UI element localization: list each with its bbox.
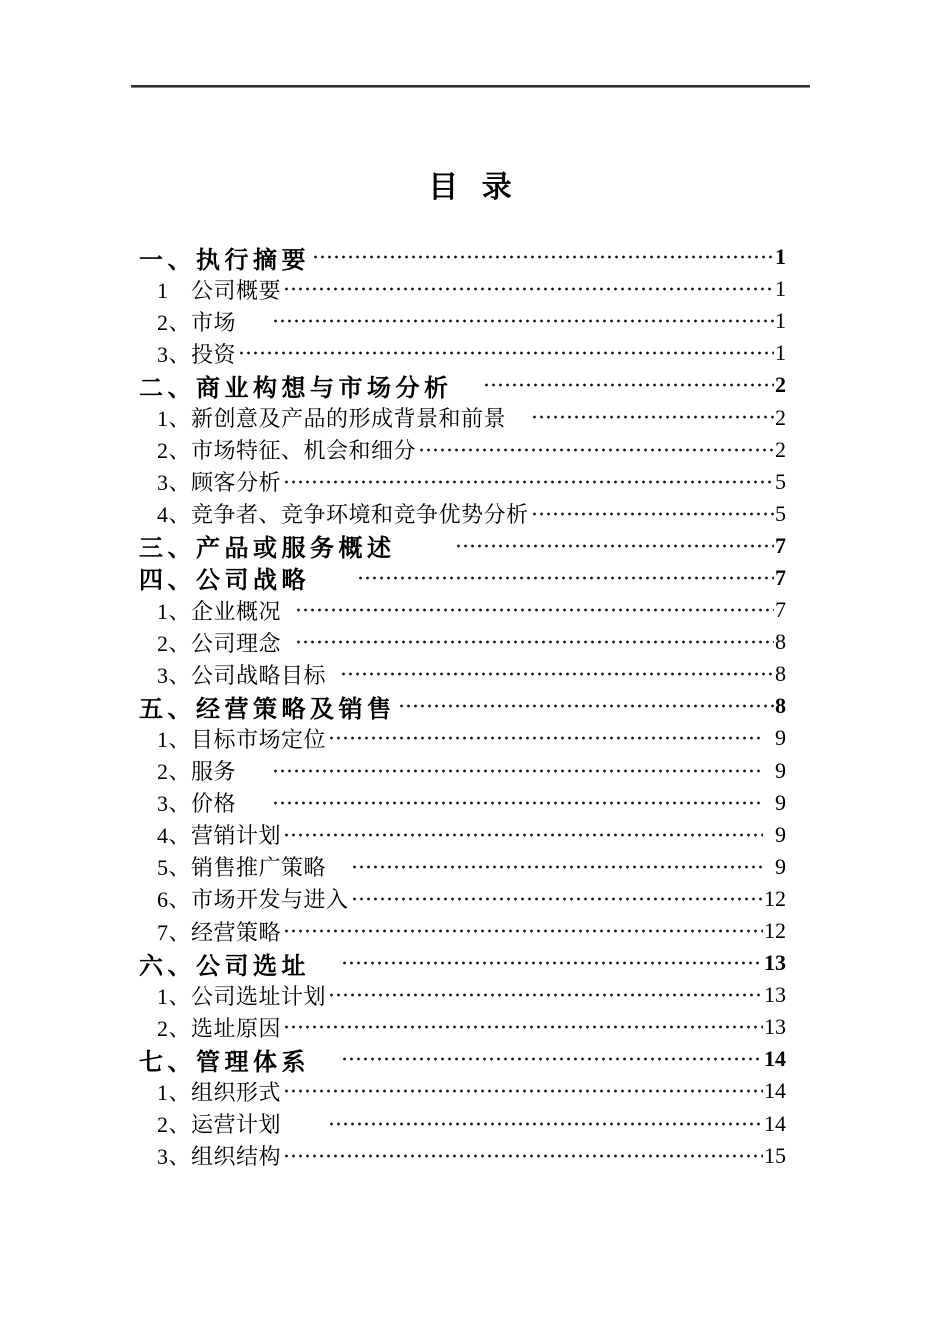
toc-entry-label: 3、投资 [157,341,237,367]
toc-entry[interactable] [139,947,786,979]
toc-entry-label: 2、市场特征、机会和细分 [157,438,417,464]
toc-entry-label: 3、价格 [157,791,271,817]
toc-entry[interactable] [139,1108,786,1140]
toc-entry-page: 5 [775,468,786,494]
dot-leader [328,1108,763,1140]
toc-entry-label: 五、经营策略及销售 [139,695,396,723]
toc-entry-label: 2、选址原因 [157,1015,282,1041]
toc-entry[interactable] [139,979,786,1011]
toc-entry-label: 1、新创意及产品的形成背景和前景 [157,406,529,432]
toc-entry-label: 2、服务 [157,759,271,785]
dot-leader [328,722,763,754]
toc-entry[interactable] [139,626,786,658]
dot-leader [283,1140,763,1172]
toc-entry[interactable] [139,1075,786,1107]
toc-entry-page: 5 [775,500,786,526]
toc-entry-label: 1、目标市场定位 [157,726,327,752]
toc-entry-page: 2 [775,372,786,398]
toc-entry-label: 1、企业概况 [157,598,293,624]
toc-entry-page: 14 [764,1046,786,1072]
toc-entry-label: 1、公司选址计划 [157,983,327,1009]
toc-entry-page: 7 [775,532,786,558]
toc-entry-page: 1 [775,244,786,270]
toc-entry[interactable] [139,851,786,883]
toc-entry-page: 7 [775,564,786,590]
toc-entry-page: 9 [764,853,786,879]
toc-entry[interactable] [139,434,786,466]
dot-leader [418,434,774,466]
toc-entry-label: 二、商业构想与市场分析 [139,374,481,402]
toc-entry-page: 14 [764,1078,786,1104]
toc-entry[interactable] [139,530,786,562]
dot-leader [531,498,774,530]
dot-leader [272,787,763,819]
dot-leader [328,979,763,1011]
toc-entry-page: 15 [764,1142,786,1168]
dot-leader [283,915,763,947]
toc-entry-page: 9 [764,789,786,815]
toc-entry[interactable] [139,819,786,851]
dot-leader [398,690,775,722]
toc-entry[interactable] [139,690,786,722]
toc-entry[interactable] [139,337,786,369]
dot-leader [341,1043,764,1075]
toc-entry[interactable] [139,369,786,401]
toc-entry-page: 2 [775,404,786,430]
toc-entry[interactable] [139,755,786,787]
dot-leader [283,273,774,305]
toc-entry[interactable] [139,915,786,947]
dot-leader [351,883,763,915]
toc-entry-page: 7 [775,597,786,623]
toc-entry-label: 四、公司战略 [139,567,355,595]
toc-list [139,241,786,1172]
toc-entry-page: 13 [764,1014,786,1040]
toc-entry[interactable] [139,1043,786,1075]
dot-leader [272,305,774,337]
header-rule [131,85,810,88]
toc-entry-label: 1 公司概要 [157,277,282,303]
toc-entry-page: 8 [775,629,786,655]
toc-entry[interactable] [139,562,786,594]
dot-leader [283,1075,763,1107]
dot-leader [455,530,775,562]
toc-entry[interactable] [139,466,786,498]
toc-entry-label: 5、销售推广策略 [157,855,349,881]
toc-entry-page: 8 [775,693,786,719]
dot-leader [295,626,774,658]
toc-entry-label: 七、管理体系 [139,1048,339,1076]
toc-entry[interactable] [139,658,786,690]
toc-entry-page: 9 [764,757,786,783]
toc-entry-label: 2、公司理念 [157,630,293,656]
toc-entry-label: 3、顾客分析 [157,470,282,496]
toc-entry-label: 7、经营策略 [157,919,282,945]
toc-entry-page: 9 [764,725,786,751]
toc-entry[interactable] [139,273,786,305]
dot-leader [295,594,774,626]
toc-entry-label: 2、市场 [157,309,271,335]
page-title: 目 录 [428,171,513,204]
toc-entry[interactable] [139,1140,786,1172]
toc-entry[interactable] [139,305,786,337]
toc-entry-page: 13 [764,982,786,1008]
dot-leader [312,241,774,273]
toc-entry-page: 2 [775,436,786,462]
toc-entry-page: 12 [764,885,786,911]
toc-entry-page: 9 [764,821,786,847]
toc-entry-page: 1 [775,308,786,334]
dot-leader [238,337,774,369]
toc-entry[interactable] [139,883,786,915]
toc-entry[interactable] [139,1011,786,1043]
toc-entry-label: 六、公司选址 [139,952,339,980]
dot-leader [357,562,774,594]
dot-leader [341,947,764,979]
dot-leader [283,819,763,851]
toc-entry-label: 4、营销计划 [157,823,282,849]
toc-entry-label: 一、执行摘要 [139,246,310,274]
dot-leader [340,658,774,690]
toc-entry-label: 2、运营计划 [157,1112,327,1138]
dot-leader [351,851,763,883]
toc-entry-page: 12 [764,918,786,944]
dot-leader [283,1011,763,1043]
toc-entry-page: 1 [775,340,786,366]
dot-leader [483,369,774,401]
toc-entry-label: 3、组织结构 [157,1144,282,1170]
toc-entry-label: 3、公司战略目标 [157,662,338,688]
toc-entry-page: 13 [764,950,786,976]
dot-leader [283,466,774,498]
toc-entry-page: 8 [775,661,786,687]
toc-entry[interactable] [139,498,786,530]
dot-leader [531,401,774,433]
toc-entry-label: 6、市场开发与进入 [157,887,349,913]
toc-entry[interactable] [139,241,786,273]
toc-entry-label: 4、竞争者、竞争环境和竞争优势分析 [157,502,529,528]
toc-entry-page: 14 [764,1110,786,1136]
toc-entry-label: 1、组织形式 [157,1079,282,1105]
toc-entry[interactable] [139,722,786,754]
dot-leader [272,755,763,787]
toc-entry[interactable] [139,787,786,819]
toc-entry-label: 三、产品或服务概述 [139,535,453,563]
toc-entry[interactable] [139,401,786,433]
toc-entry-page: 1 [775,276,786,302]
toc-entry[interactable] [139,594,786,626]
